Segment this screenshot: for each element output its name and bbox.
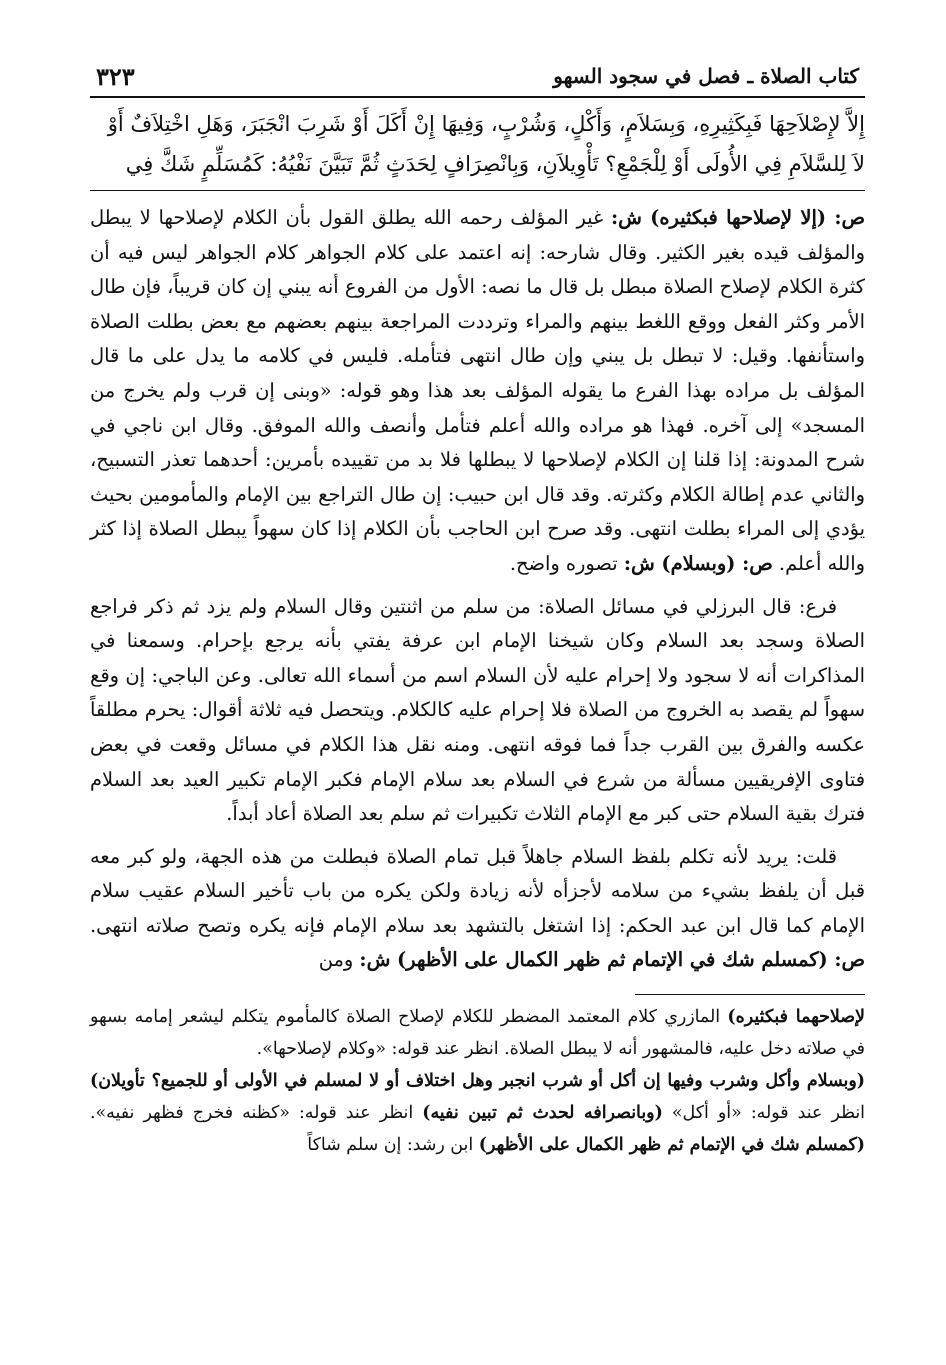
commentary-paragraph-1 bbox=[90, 201, 865, 582]
commentary-paragraph-2: فرع: قال البرزلي في مسائل الصلاة: من سلم من اثنتين وقال السلام ولم يزد ثم ذكر فراجع الصلاة وسجد بعد السلام وكان شيخنا الإمام ابن عرفة يفتي بأنه يرجع بإحرام. وسمعنا في المذاكرات أنه لا سجود ولا إحرام عليه لأن السلام اسم من أسماء الله تعالى. وعن الباجي: إن وقع سهواً لم يقصد به الخروج من الصلاة فلا إحرام عليه كالكلام. ويتحصل فيه ثلاثة أقوال: يحرم مطلقاً عكسه والفرق بين القرب جداً فما فوقه انتهى. ومنه نقل هذا الكلام في مسائل وقعت في بعض فتاوى الإفريقيين مسألة من شرع في السلام بعد سلام الإمام فكبر الإمام تكبير العيد بعد السلام فترك بقية السلام حتى كبر مع الإمام الثلاث تكبيرات ثم سلم بعد الصلاة أعاد أبداً. bbox=[90, 594, 865, 826]
commentary-text-3: قلت: يريد لأنه تكلم بلفظ السلام جاهلاً قبل تمام الصلاة فبطلت من هذه الجهة، ولو كبر معه قبل أن يلفظ بشيء من سلامه لأجزأه لأنه زيادة ولكن يكره من باب تأخير السلام عقيب سلام الإمام كما قال ابن عبد الحكم: إذا اشتغل بالتشهد بعد سلام الإمام فإنه يكره وتصح صلاته انتهى. bbox=[90, 844, 865, 937]
running-header bbox=[90, 58, 865, 98]
header-title: كتاب الصلاة ـ فصل في سجود السهو bbox=[553, 64, 859, 88]
commentary-sharh bbox=[90, 201, 865, 978]
sad-label-3: ص: (كمسلم شك في الإتمام ثم ظهر الكمال على الأظهر) ش: bbox=[359, 948, 865, 972]
sad-label-2: ص: (وبسلام) ش: bbox=[623, 551, 773, 575]
footnote-3-label: (كمسلم شك في الإتمام ثم ظهر الكمال على الأظهر) bbox=[478, 1135, 865, 1156]
page-number: ٣٢٣ bbox=[96, 61, 135, 91]
commentary-paragraph-3 bbox=[90, 840, 865, 978]
footnote-2-text: انظر عند قوله: «كظنه فخرج فظهر نفيه». bbox=[90, 1103, 414, 1124]
footnote-2-label: (وبسلام وأكل وشرب وفيها إن أكل أو شرب انجبر وهل اختلاف أو لا لمسلم في الأولى أو للجميع؟ تأويلان) bbox=[90, 1071, 865, 1092]
footnote-1-label: لإصلاحهما فبكثيره) bbox=[727, 1007, 865, 1028]
footnotes bbox=[90, 1001, 865, 1161]
footnote-1-text: المازري كلام المعتمد المضطر للكلام لإصلاح الصلاة كالمأموم يتكلم ليشعر إمامه بسهو في صلاته دخل عليه، فالمشهور أنه لا يبطل الصلاة. انظر عند قوله: «وكلام لإصلاحها». bbox=[90, 1007, 865, 1060]
sad-label-1: ص: (إلا لإصلاحها فبكثيره) ش: bbox=[610, 206, 865, 229]
footnote-1 bbox=[90, 1001, 865, 1065]
commentary-tail: ومن bbox=[318, 948, 354, 972]
matn-line-1: إِلاَّ لإِصْلاَحِهَا فَبِكَثِيرِهِ، وَبِسَلاَمٍ، وَأَكْلٍ، وَشُرْبٍ، وَفِيهَا إِنْ أَكَلَ أَوْ شَرِبَ انْجَبَرَ، وَهَلِ اخْتِلاَفٌ أَوْ bbox=[107, 112, 865, 136]
footnote-3-text: ابن رشد: إن سلم شاكاً bbox=[307, 1135, 474, 1156]
footnote-divider bbox=[635, 994, 865, 995]
footnote-2 bbox=[90, 1065, 865, 1161]
matn-line-2: لاَ لِلسَّلاَمِ فِي الأُولَى أَوْ لِلْجَمْعِ؟ تَأْوِيلاَنِ، وَبِانْصِرَافٍ لِحَدَثٍ ثُمَّ تَبَيَّنَ نَفْيُهُ: كَمُسَلِّمٍ شَكَّ فِي bbox=[125, 152, 865, 176]
commentary-text-2: تصوره واضح. bbox=[509, 551, 618, 575]
footnote-2-label-2: (وبانصرافه لحدث ثم تبين نفيه) bbox=[422, 1103, 663, 1124]
commentary-text-1: غير المؤلف رحمه الله يطلق القول بأن الكلام لإصلاحها لا يبطل والمؤلف قيده بغير الكثير. وقال شارحه: إنه اعتمد على كلام الجواهر كلام الجواهر ليس فيه أن كثرة الكلام لإصلاح الصلاة مبطل بل قال ما نصه: الأول من الفروع أنه يبني إن كان قريباً، فإن طال الأمر وكثر الفعل ووقع اللغط بينهم والمراء وترددت المراجعة بينهم بعضهم مع بعض بطلت الصلاة واستأنفها. وقيل: لا تبطل بل يبني وإن طال انتهى فتأمله. فليس في كلامه ما يدل على ما قال المؤلف بل مراده بهذا الفرع ما يقوله المؤلف بعد هذا وهو قوله: «وبنى إن قرب ولم يخرج من المسجد» إلى آخره. فهذا هو مراده والله أعلم فتأمل وأنصف والله الموفق. وقال ابن ناجي في شرح المدونة: إذا قلنا إن الكلام لإصلاحها لا يبطلها فلا بد من تقييده بأمرين: أحدهما تعذر التسبيح، والثاني عدم إطالة الكلام وكثرته. وقد قال ابن حبيب: إن طال التراجع بين الإمام والمأمومين بحيث يؤدي إلى المراء بطلت انتهى. وقد صرح ابن الحاجب بأن الكلام إذا كان سهواً يبطل الصلاة إذا كثر والله أعلم. bbox=[90, 206, 865, 575]
footnote-2-mid: انظر عند قوله: «أو أكل» bbox=[671, 1103, 866, 1124]
main-text-matn bbox=[90, 104, 865, 191]
page bbox=[90, 58, 865, 1348]
